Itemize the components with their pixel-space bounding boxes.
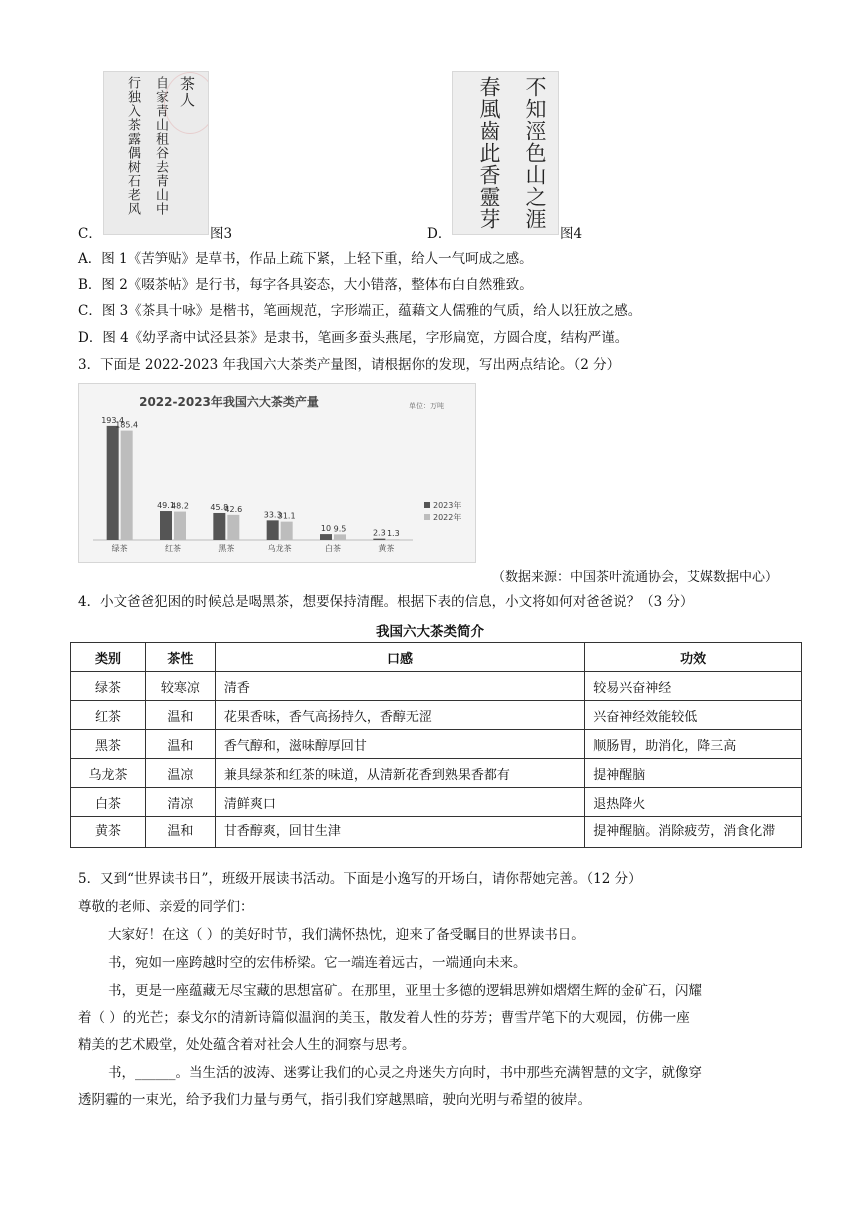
cell-taste: 香气醇和，滋味醇厚回甘 <box>215 730 584 759</box>
cell-nature: 清凉 <box>145 788 215 817</box>
data-source: （数据来源：中国茶叶流通协会，艾媒数据中心） <box>491 570 778 585</box>
cell-taste: 花果香味，香气高扬持久，香醇无涩 <box>215 701 584 730</box>
speech-paragraph-1: 大家好！在这（ ）的美好时节，我们满怀热忱，迎来了备受瞩目的世界读书日。 <box>108 927 585 943</box>
cell-effect: 顺肠胃，助消化，降三高 <box>585 730 802 759</box>
question-3: 3．下面是 2022-2023 年我国六大茶类产量图，请根据你的发现，写出两点结论。（2 分） <box>78 357 621 373</box>
chart-data-label: 1.3 <box>386 529 400 539</box>
header-category: 类别 <box>71 643 146 672</box>
cell-category: 白茶 <box>71 788 146 817</box>
chart-bar <box>213 513 225 540</box>
chart-data-label: 42.6 <box>224 504 243 514</box>
chart-data-label: 193.4 <box>101 415 125 425</box>
cell-nature: 温和 <box>145 730 215 759</box>
cell-category: 红茶 <box>71 701 146 730</box>
cell-taste: 兼具绿茶和红茶的味道，从清新花香到熟果香都有 <box>215 759 584 788</box>
table-header-row <box>71 643 802 672</box>
calligraphy-column: 自家青山租谷去青山中 <box>153 76 168 216</box>
chart-bar <box>121 431 133 540</box>
watermark-stamp <box>164 72 209 134</box>
chart-bar <box>373 539 385 540</box>
tea-table <box>70 642 802 848</box>
cell-category: 黑茶 <box>71 730 146 759</box>
chart-data-label: 49.1 <box>157 501 175 511</box>
cell-category: 乌龙茶 <box>71 759 146 788</box>
calligraphy-column: 春風齒此香靈芽 <box>477 76 501 230</box>
chart-bar <box>227 515 239 540</box>
table-title: 我国六大茶类简介 <box>376 624 484 640</box>
cell-effect: 提神醒脑。消除疲劳，消食化滞 <box>585 817 802 848</box>
header-effect: 功效 <box>585 643 802 672</box>
figure-3-label: 图3 <box>210 226 233 242</box>
table-row <box>71 672 802 701</box>
question-4: 4．小文爸爸犯困的时候总是喝黑茶，想要保持清醒。根据下表的信息，小文将如何对爸爸说？（3 分） <box>78 594 694 610</box>
speech-paragraph-3: 书，更是一座蕴藏无尽宝藏的思想富矿。在那里，亚里士多德的逻辑思辨如熠熠生辉的金矿石，闪耀 <box>108 983 702 999</box>
chart-category-label: 黄茶 <box>378 544 395 553</box>
chart-category-label: 绿茶 <box>111 544 128 553</box>
chart-bar <box>174 512 186 540</box>
cell-effect: 退热降火 <box>585 788 802 817</box>
table-row <box>71 701 802 730</box>
chart-legend-swatch <box>424 502 430 508</box>
calligraphy-column: 不知涇色山之涯 <box>523 76 547 230</box>
chart-category-label: 白茶 <box>325 544 341 553</box>
chart-bar <box>387 539 399 540</box>
calligraphy-column: 茶人 <box>178 76 196 108</box>
cell-nature: 温和 <box>145 817 215 848</box>
chart-data-label: 48.2 <box>171 501 189 511</box>
calligraphy-column: 行独入茶露偶树石老风 <box>125 76 140 216</box>
chart-category-label: 黑茶 <box>218 544 235 553</box>
chart-legend-label: 2022年 <box>433 513 462 522</box>
chart-data-label: 2.3 <box>372 528 386 538</box>
chart-bar <box>281 522 293 540</box>
cell-nature: 温凉 <box>145 759 215 788</box>
chart-data-label: 185.4 <box>115 420 139 430</box>
header-nature: 茶性 <box>145 643 215 672</box>
chart-title: 2022-2023年我国六大茶类产量 <box>139 395 319 409</box>
chart-data-label: 9.5 <box>333 524 347 534</box>
speech-paragraph-3-cont: 着（ ）的光芒；泰戈尔的清新诗篇似温润的美玉，散发着人性的芬芳；曹雪芹笔下的大观园，仿佛一座 <box>78 1010 690 1026</box>
header-taste: 口感 <box>215 643 584 672</box>
speech-greeting: 尊敬的老师、亲爱的同学们： <box>78 899 254 915</box>
option-c: C．图 3《茶具十咏》是楷书，笔画规范，字形端正，蕴藉文人儒雅的气质，给人以狂放之感。 <box>78 303 642 319</box>
chart-bar <box>320 534 332 540</box>
tea-production-chart <box>78 383 476 563</box>
cell-effect: 提神醒脑 <box>585 759 802 788</box>
cell-effect: 较易兴奋神经 <box>585 672 802 701</box>
option-d-label: D． <box>427 226 452 242</box>
speech-paragraph-4-cont: 透阴霾的一束光，给予我们力量与勇气，指引我们穿越黑暗，驶向光明与希望的彼岸。 <box>78 1092 591 1108</box>
table-row <box>71 788 802 817</box>
chart-bar <box>160 511 172 540</box>
cell-nature: 温和 <box>145 701 215 730</box>
cell-category: 绿茶 <box>71 672 146 701</box>
speech-paragraph-2: 书，宛如一座跨越时空的宏伟桥梁。它一端连着远古，一端通向未来。 <box>108 955 527 971</box>
chart-legend-label: 2023年 <box>433 501 462 510</box>
chart-data-label: 45.8 <box>210 502 229 512</box>
chart-category-label: 红茶 <box>165 544 181 553</box>
table-row <box>71 759 802 788</box>
option-d: D．图 4《幼孚斋中试泾县茶》是隶书，笔画多蚕头燕尾，字形扁宽，方圆合度，结构严谨。 <box>78 330 629 346</box>
table-row <box>71 817 802 848</box>
cell-category: 黄茶 <box>71 817 146 848</box>
calligraphy-image-fig3 <box>103 71 209 235</box>
table-row <box>71 730 802 759</box>
question-5: 5．又到“世界读书日”，班级开展读书活动。下面是小逸写的开场白，请你帮她完善。（12 分） <box>78 871 642 887</box>
cell-taste: 清鲜爽口 <box>215 788 584 817</box>
option-b: B．图 2《啜茶帖》是行书，每字各具姿态，大小错落，整体布白自然雅致。 <box>78 277 533 293</box>
chart-legend-swatch <box>424 514 430 520</box>
chart-category-label: 乌龙茶 <box>267 544 292 553</box>
cell-nature: 较寒凉 <box>145 672 215 701</box>
chart-data-label: 31.1 <box>277 511 296 521</box>
chart-unit: 单位：万吨 <box>409 402 444 410</box>
chart-bar <box>334 534 346 540</box>
speech-paragraph-4: 书，______。当生活的波涛、迷雾让我们的心灵之舟迷失方向时，书中那些充满智慧的文字，就像穿 <box>108 1065 702 1081</box>
calligraphy-image-fig4 <box>452 71 559 235</box>
cell-effect: 兴奋神经效能较低 <box>585 701 802 730</box>
figure-4-label: 图4 <box>560 226 583 242</box>
chart-data-label: 10 <box>320 524 332 534</box>
chart-data-label: 33.3 <box>263 510 282 520</box>
option-c-label: C． <box>78 226 102 242</box>
chart-bar <box>107 426 119 540</box>
cell-taste: 清香 <box>215 672 584 701</box>
cell-taste: 甘香醇爽，回甘生津 <box>215 817 584 848</box>
speech-paragraph-3-cont: 精美的艺术殿堂，处处蕴含着对社会人生的洞察与思考。 <box>78 1037 416 1053</box>
chart-svg <box>79 384 475 562</box>
chart-bar <box>267 520 279 540</box>
option-a: A．图 1《苦笋贴》是草书，作品上疏下紧，上轻下重，给人一气呵成之感。 <box>78 251 533 267</box>
